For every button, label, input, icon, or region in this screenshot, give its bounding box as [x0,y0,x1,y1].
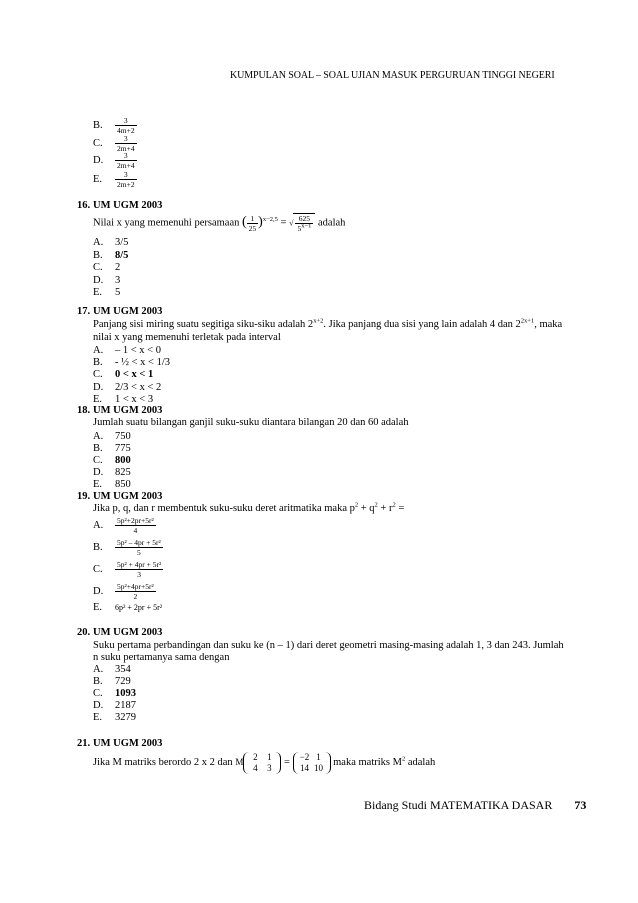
matrix-cell: 1 [267,751,272,762]
q17-option-a [93,345,161,356]
option-text: 729 [115,676,131,687]
fraction [115,116,137,135]
q19-option-c [93,560,163,579]
option-text: 775 [115,443,131,454]
numerator: 5p² + 4pr + 5r² [117,560,162,569]
option-text: 1093 [115,688,136,699]
option-label: B. [93,357,103,368]
option-label: D. [93,382,104,393]
q16-option-b [93,250,128,261]
question-text [93,213,345,233]
left-matrix [243,752,281,774]
question-text [93,750,435,775]
footer-subject: Bidang Studi MATEMATIKA DASAR [364,798,553,812]
option-text: – 1 < x < 0 [115,345,161,356]
q19-option-d [93,582,156,601]
option-text: 3/5 [115,237,129,248]
denominator: 2m+4 [117,144,135,153]
option-label: A. [93,431,104,442]
page-footer [364,798,586,813]
exponent: x−2,5 [262,215,278,223]
option-label: C. [93,563,103,575]
option-label: A. [93,237,104,248]
question-number: 18. [77,405,91,416]
option-b [93,116,137,135]
q20-option-e [93,712,136,723]
option-d [93,151,137,170]
option-label: C. [93,262,103,273]
fraction [115,170,137,189]
question-number: 19. [77,491,91,502]
q19-option-a [93,516,156,535]
matrix-cell: 4 [253,762,258,773]
option-label: A. [93,345,104,356]
option-text: 1 < x < 3 [115,394,154,405]
exponent: 2 [374,501,378,509]
text: + q [358,503,375,514]
option-label: D. [93,467,104,478]
denominator: 25 [248,223,257,233]
exponent: 2x+1 [520,317,535,325]
matrix-label: M [235,757,244,767]
matrix-cell: 14 [300,762,309,773]
q17-option-c [93,369,153,380]
q19-option-b [93,538,163,557]
option-label: C. [93,455,103,466]
square-root: √ $\frac{625}{5^{x-1}}$ [289,213,315,233]
numerator: 5p²+4pr+5r² [117,582,154,591]
question-text: Suku pertama perbandingan dan suku ke (n – 1) dari deret geometri masing-masing adalah 1, 3 dan 243. Jumlah [93,640,564,651]
numerator: 3 [123,151,128,160]
denominator: 2 [115,591,156,601]
option-text: - ½ < x < 1/3 [115,357,171,368]
q18-option-a [93,431,131,442]
text: Jika p, q, dan r membentuk suku-suku deret aritmatika maka p [93,503,355,514]
denominator: 3 [115,569,163,579]
option-label: E. [93,287,103,298]
q16-option-c [93,262,120,273]
denominator: 2m+4 [117,161,135,170]
right-paren: ) [258,214,263,230]
option-label: D. [93,275,104,286]
denominator-base: 5 [297,224,302,233]
question-title: UM UGM 2003 [93,306,163,317]
matrix-cell: −2 [299,751,310,762]
question-text: Jumlah suatu bilangan ganjil suku-suku diantara bilangan 20 dan 60 adalah [93,417,409,428]
matrix-cell: 3 [267,762,272,773]
option-text: 3 [115,275,121,286]
option-label: D. [93,585,104,597]
option-label: C. [93,688,103,699]
equals: = [283,757,290,768]
question-text-line2: nilai x yang memenuhi terletak pada interval [93,332,281,343]
q18-option-e [93,479,131,490]
option-label: C. [93,369,103,380]
denominator: 4 [115,525,156,535]
text: Nilai x yang memenuhi persamaan [93,217,240,229]
option-e [93,170,137,189]
option-label: D. [93,154,104,166]
numerator: 1 [250,213,255,223]
q20-option-c [93,688,136,699]
option-label: E. [93,394,103,405]
option-label: D. [93,700,104,711]
fraction [115,560,163,579]
equals: = [280,217,287,229]
numerator: 625 [298,214,311,223]
denominator: 4m+2 [117,126,135,135]
option-text: 5 [115,287,121,298]
matrix-cell: 1 [316,751,321,762]
option-text: 8/5 [115,250,129,261]
q17-option-d [93,382,161,393]
option-text: 750 [115,431,131,442]
option-text: 0 < x < 1 [115,369,154,380]
numerator: 5p²+2pr+5r² [117,516,154,525]
fraction [115,582,156,601]
q18-option-d [93,467,131,478]
option-text: 2187 [115,700,136,711]
option-label: E. [93,173,103,185]
left-paren: ( [242,214,247,230]
option-text: 3279 [115,712,136,723]
q17-option-b [93,357,170,368]
q20-option-b [93,676,131,687]
q19-option-e [93,602,162,613]
option-label: A. [93,519,104,531]
matrix-cell: 10 [314,762,323,773]
fraction [115,151,137,170]
page-number: 73 [574,798,587,812]
q17-option-e [93,394,153,405]
option-label: E. [93,602,103,613]
option-text: 850 [115,479,131,490]
text: + r [377,503,393,514]
text: adalah [405,757,436,768]
matrix-cell: 2 [253,751,258,762]
option-label: B. [93,676,103,687]
text: Jika M matriks berordo 2 x 2 dan [93,757,233,768]
question-title: UM UGM 2003 [93,738,163,749]
text: Panjang sisi miring suatu segitiga siku-siku adalah 2 [93,319,314,330]
option-label: B. [93,250,103,261]
denominator: 5 [115,547,163,557]
question-number: 16. [77,200,91,211]
question-title: UM UGM 2003 [93,405,163,416]
radicand-fraction [295,214,313,233]
numerator: 5p² – 4pr + 5r² [117,538,161,547]
text: = [395,503,405,514]
exponent: 2 [392,501,396,509]
question-number: 17. [77,306,91,317]
option-text: 2/3 < x < 2 [115,382,162,393]
option-text: 6p² + 2pr + 5r² [115,603,163,612]
option-text: 2 [115,262,121,273]
option-label: E. [93,479,103,490]
fraction [115,538,163,557]
text: , maka [534,319,563,330]
numerator: 3 [123,116,128,125]
question-title: UM UGM 2003 [93,627,163,638]
option-label: C. [93,137,103,149]
exponent: 2 [401,755,406,763]
numerator: 3 [123,134,128,143]
denominator-exponent: x−1 [301,222,312,230]
q18-option-c [93,455,131,466]
option-label: B. [93,541,103,553]
question-text [93,503,404,514]
option-label: B. [93,119,103,131]
q20-option-d [93,700,136,711]
exponent: x+2 [313,317,324,325]
option-text: 354 [115,664,131,675]
option-label: A. [93,664,104,675]
option-text: 800 [115,455,131,466]
q16-option-d [93,275,120,286]
text: adalah [318,217,346,229]
option-label: B. [93,443,103,454]
q16-option-e [93,287,120,298]
right-matrix [293,752,331,774]
denominator: 2m+2 [117,180,135,189]
base-fraction [247,214,259,233]
q16-option-a [93,237,128,248]
text: maka matriks M [333,757,402,768]
question-title: UM UGM 2003 [93,491,163,502]
exponent: 2 [354,501,359,509]
question-text [93,319,562,330]
question-text-line2: n suku pertamanya sama dengan [93,652,230,663]
page-header: KUMPULAN SOAL – SOAL UJIAN MASUK PERGURUAN TINGGI NEGERI [230,70,555,81]
option-text: 825 [115,467,131,478]
numerator: 3 [123,170,128,179]
q18-option-b [93,443,131,454]
question-number: 20. [77,627,91,638]
question-title: UM UGM 2003 [93,200,163,211]
option-label: E. [93,712,103,723]
text: . Jika panjang dua sisi yang lain adalah 4 dan 2 [323,319,521,330]
q20-option-a [93,664,131,675]
denominator [295,223,313,233]
question-number: 21. [77,738,91,749]
fraction [115,516,156,535]
